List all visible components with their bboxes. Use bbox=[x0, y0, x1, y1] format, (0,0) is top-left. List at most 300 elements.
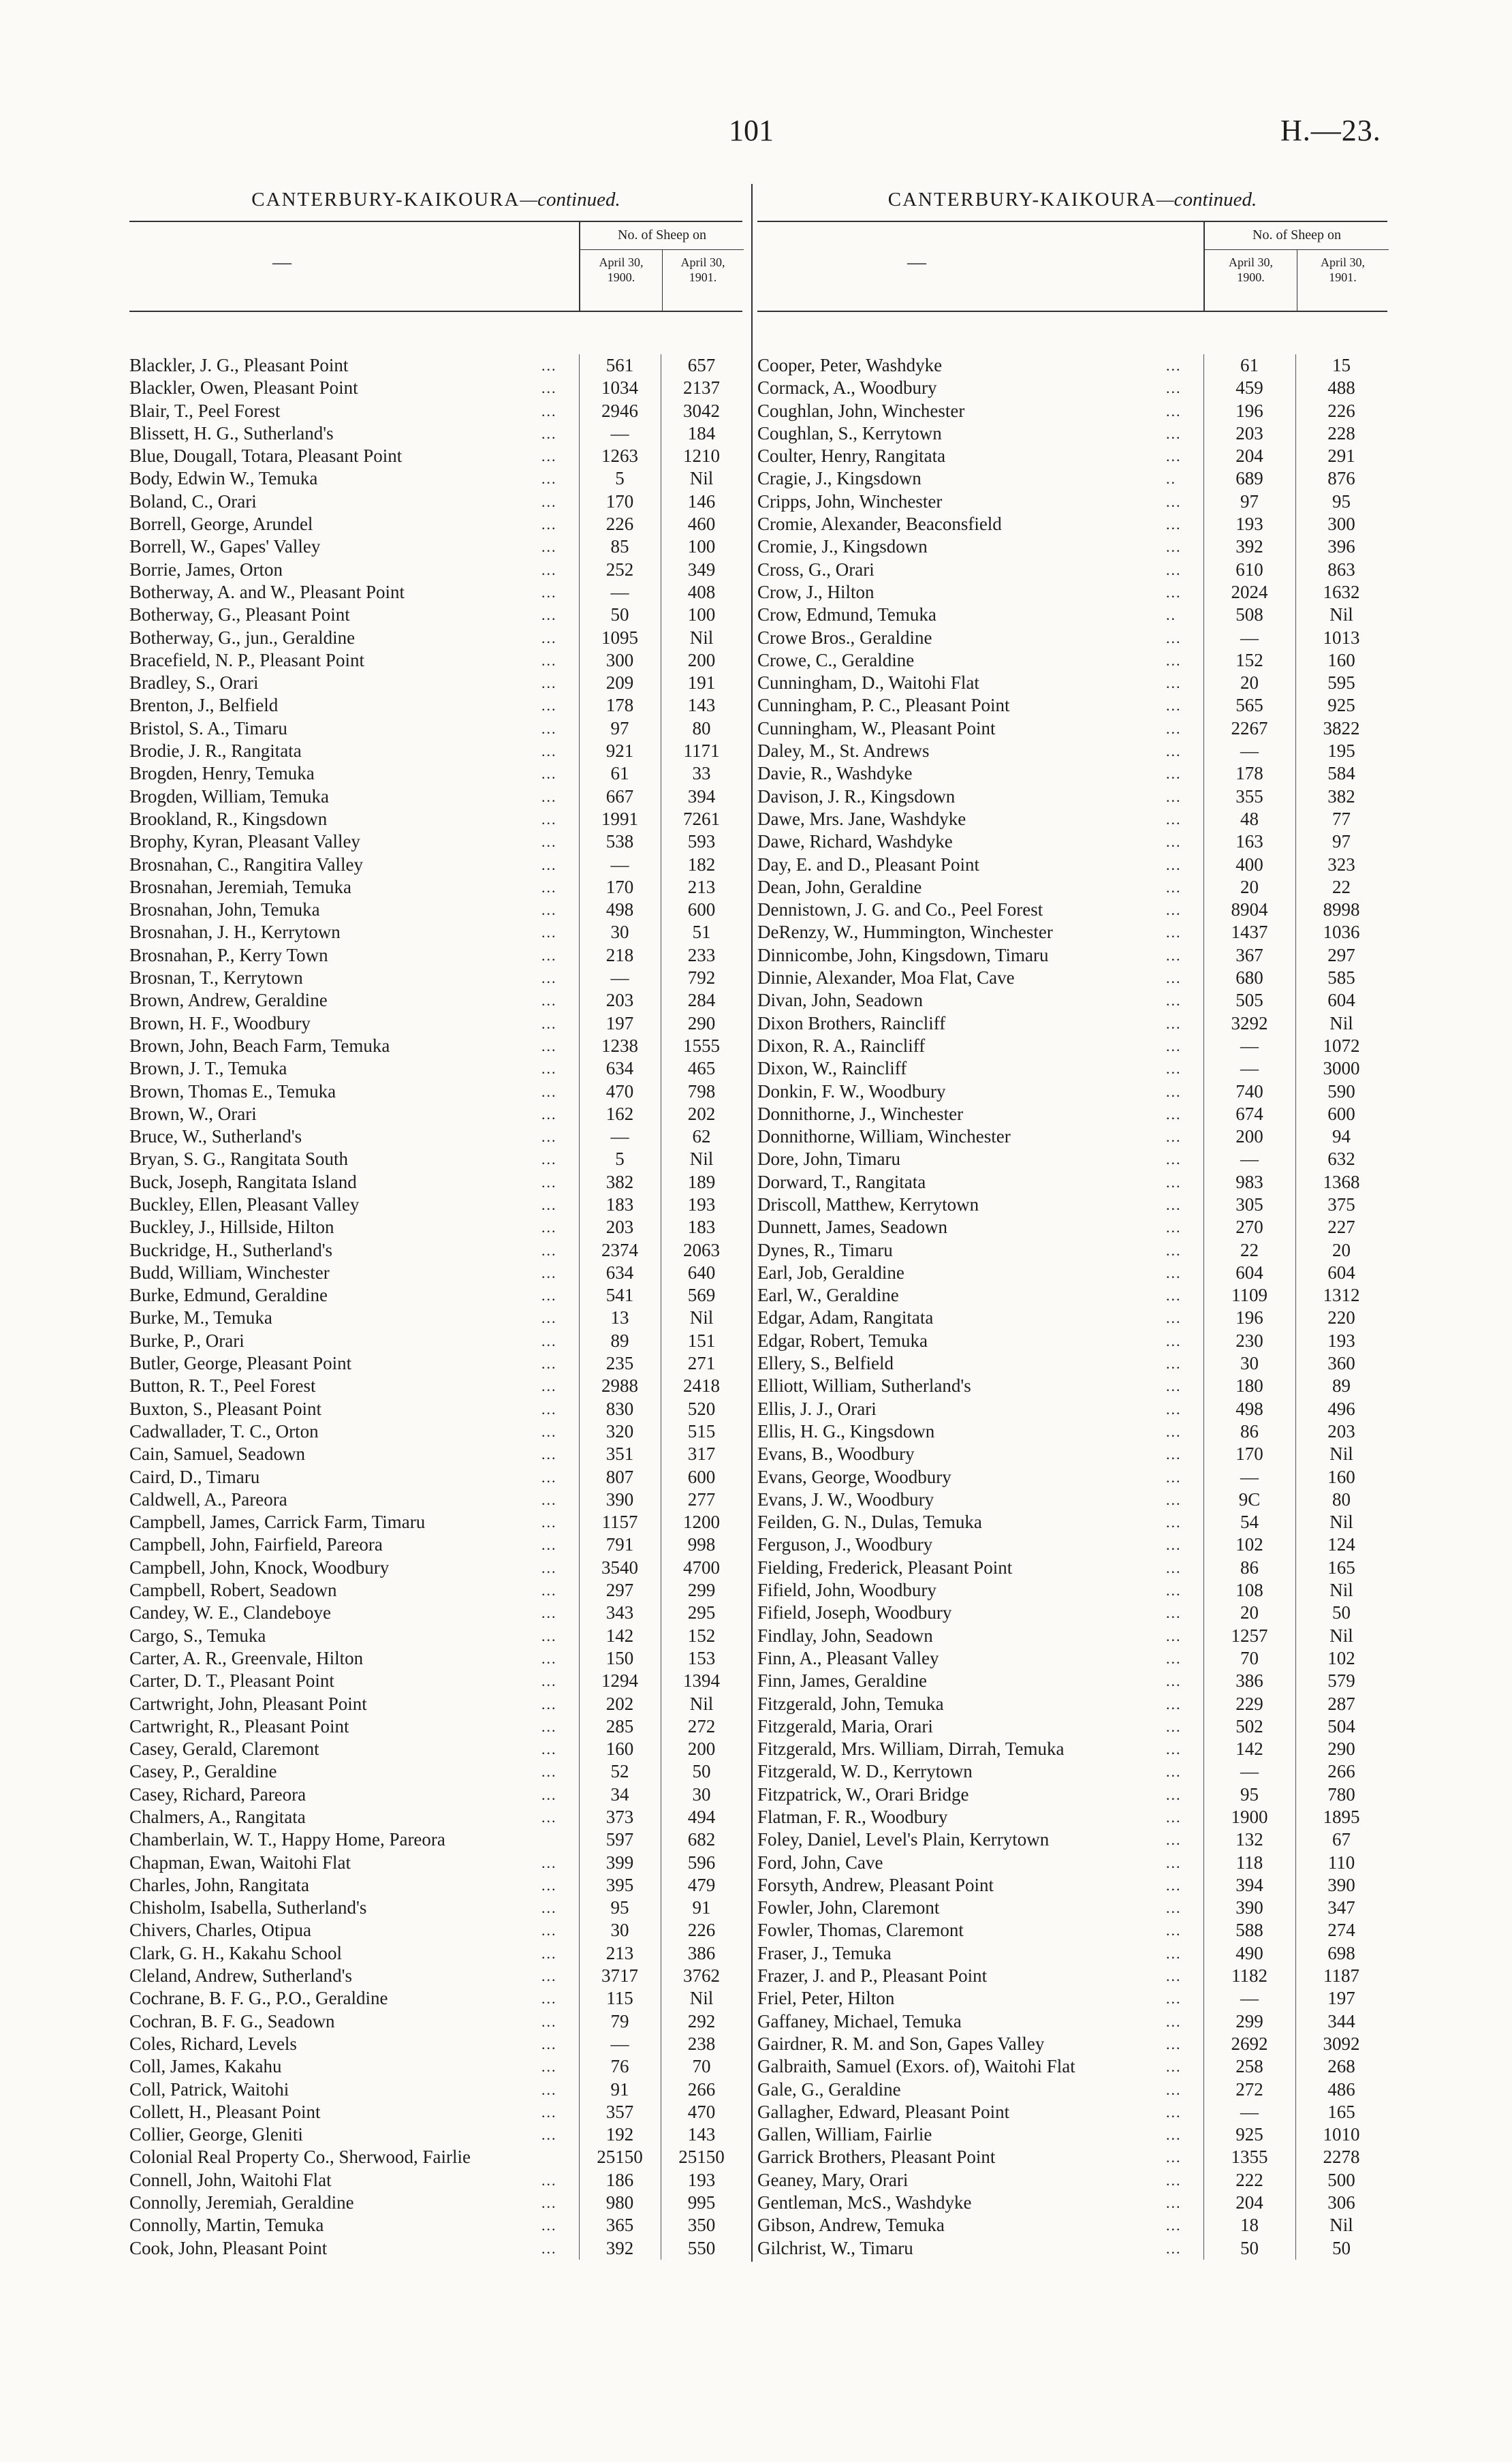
owner-name: Gallen, William, Fairlie bbox=[757, 2124, 932, 2145]
leader-dots: ... bbox=[541, 2103, 557, 2121]
table-row bbox=[757, 2033, 1387, 2055]
sheep-1900: 230 bbox=[1235, 1330, 1263, 1351]
owner-name: Brosnahan, Jeremiah, Temuka bbox=[129, 876, 352, 897]
leader-dots: ... bbox=[1166, 1082, 1182, 1100]
sheep-1901: 1200 bbox=[683, 1512, 720, 1533]
sheep-1900: 270 bbox=[1235, 1217, 1263, 1238]
owner-name: Brown, W., Orari bbox=[129, 1103, 257, 1124]
leader-dots: ... bbox=[1166, 1422, 1182, 1440]
column-title-suffix: —continued. bbox=[1156, 189, 1257, 211]
sheep-1900: 498 bbox=[1235, 1398, 1263, 1419]
group-header-label: No. of Sheep on bbox=[1253, 228, 1341, 243]
owner-name: Clark, G. H., Kakahu School bbox=[129, 1942, 342, 1963]
sheep-1901: 160 bbox=[1327, 649, 1355, 670]
sheep-1901: 3042 bbox=[683, 400, 720, 421]
sheep-1900: — bbox=[610, 967, 629, 988]
leader-dots: .. bbox=[1166, 606, 1176, 624]
sheep-1900: 807 bbox=[605, 1466, 634, 1487]
sheep-1901: 682 bbox=[687, 1829, 716, 1850]
sheep-1900: — bbox=[610, 422, 629, 443]
leader-dots: ... bbox=[541, 1763, 557, 1781]
sheep-1900: 97 bbox=[1240, 490, 1259, 512]
leader-dots: ... bbox=[1166, 448, 1182, 465]
leader-dots: ... bbox=[541, 1400, 557, 1418]
sheep-1900: 604 bbox=[1235, 1262, 1263, 1283]
owner-name: Friel, Peter, Hilton bbox=[757, 1988, 895, 2009]
table-row bbox=[757, 967, 1387, 989]
sheep-1901: 202 bbox=[687, 1103, 716, 1124]
owner-name: Cromie, J., Kingsdown bbox=[757, 536, 928, 557]
sheep-1900: 373 bbox=[605, 1807, 634, 1827]
owner-name: Gale, G., Geraldine bbox=[757, 2078, 901, 2100]
sheep-1900: 213 bbox=[605, 1942, 634, 1963]
sheep-1901: 287 bbox=[1327, 1693, 1355, 1714]
sheep-1901: 396 bbox=[1327, 536, 1355, 557]
leader-dots: ... bbox=[1166, 2035, 1182, 2053]
table-row bbox=[129, 1035, 742, 1057]
sheep-1900: 1034 bbox=[601, 377, 638, 399]
sheep-1900: 502 bbox=[1235, 1715, 1263, 1736]
sheep-1900: 89 bbox=[610, 1330, 629, 1351]
sheep-1901: 238 bbox=[687, 2033, 716, 2054]
table-row bbox=[757, 2192, 1387, 2214]
leader-dots: ... bbox=[541, 969, 557, 987]
sheep-1901: 213 bbox=[687, 876, 716, 897]
sheep-1901: 143 bbox=[687, 695, 716, 716]
sheep-1901: 25150 bbox=[678, 2147, 725, 2168]
leader-dots: ... bbox=[1166, 1786, 1182, 1803]
sheep-1900: 95 bbox=[610, 1897, 629, 1918]
sheep-count-group-header bbox=[1203, 222, 1389, 311]
leader-dots: ... bbox=[541, 1604, 557, 1622]
leader-dots: ... bbox=[1166, 1491, 1182, 1508]
table-row bbox=[757, 1852, 1387, 1874]
sheep-1901: 77 bbox=[1332, 808, 1351, 829]
sheep-1901: 195 bbox=[1327, 741, 1355, 762]
sheep-1901: 70 bbox=[692, 2056, 711, 2077]
sheep-1900: 222 bbox=[1235, 2169, 1263, 2190]
owner-name: Fifield, John, Woodbury bbox=[757, 1580, 936, 1601]
table-row bbox=[757, 2123, 1387, 2146]
table-body bbox=[757, 354, 1387, 2260]
owner-name: Blackler, J. G., Pleasant Point bbox=[129, 355, 349, 375]
sheep-1901: 390 bbox=[1327, 1874, 1355, 1895]
table-row bbox=[757, 1942, 1387, 1965]
sheep-1901: 600 bbox=[687, 899, 716, 920]
table-row bbox=[129, 785, 742, 808]
sheep-1901: 277 bbox=[687, 1489, 716, 1510]
sheep-1900: 20 bbox=[1240, 876, 1259, 897]
owner-name: Day, E. and D., Pleasant Point bbox=[757, 854, 979, 875]
leader-dots: ... bbox=[541, 1241, 557, 1259]
owner-name: Brown, Andrew, Geraldine bbox=[129, 990, 328, 1011]
sheep-1900: 183 bbox=[605, 1194, 634, 1215]
owner-name: Buckley, J., Hillside, Hilton bbox=[129, 1217, 334, 1238]
sheep-1900: 97 bbox=[610, 717, 629, 738]
owner-name: Coll, James, Kakahu bbox=[129, 2056, 282, 2077]
leader-dots: ... bbox=[1166, 2217, 1182, 2234]
leader-dots: ... bbox=[541, 1082, 557, 1100]
sheep-1901: 1312 bbox=[1323, 1285, 1360, 1306]
table-row bbox=[757, 490, 1387, 513]
sheep-1900: 1294 bbox=[601, 1670, 638, 1692]
leader-dots: ... bbox=[1166, 1196, 1182, 1213]
sheep-1901: 200 bbox=[687, 649, 716, 670]
owner-name: Cadwallader, T. C., Orton bbox=[129, 1420, 319, 1442]
sheep-1900: 258 bbox=[1235, 2056, 1263, 2077]
leader-dots: ... bbox=[1166, 833, 1182, 851]
table-row bbox=[757, 445, 1387, 467]
sheep-1901: 20 bbox=[1332, 1239, 1351, 1260]
table-row bbox=[129, 422, 742, 445]
owner-name: Cripps, John, Winchester bbox=[757, 490, 943, 512]
column-title-main: CANTERBURY-KAIKOURA bbox=[887, 189, 1156, 211]
table-row bbox=[757, 1420, 1387, 1443]
sheep-1901: 290 bbox=[687, 1012, 716, 1033]
sheep-1901: 344 bbox=[1327, 2010, 1355, 2031]
table-row bbox=[757, 1103, 1387, 1125]
leader-dots: ... bbox=[541, 1944, 557, 1962]
owner-name: Cromie, Alexander, Beaconsfield bbox=[757, 514, 1002, 535]
table-header bbox=[757, 221, 1387, 312]
sheep-1901: 347 bbox=[1327, 1897, 1355, 1918]
sheep-1900: 79 bbox=[610, 2010, 629, 2031]
sheep-1900: 351 bbox=[605, 1444, 634, 1465]
sheep-1900: 983 bbox=[1235, 1171, 1263, 1192]
owner-name: Finn, James, Geraldine bbox=[757, 1670, 927, 1692]
sheep-1900: 70 bbox=[1240, 1647, 1259, 1668]
table-row bbox=[129, 1284, 742, 1307]
sheep-1900: 186 bbox=[605, 2169, 634, 2190]
owner-name: Chapman, Ewan, Waitohi Flat bbox=[129, 1852, 351, 1873]
sheep-1900: 305 bbox=[1235, 1194, 1263, 1215]
table-row bbox=[757, 1874, 1387, 1897]
table-row bbox=[129, 649, 742, 672]
owner-name: Charles, John, Rangitata bbox=[129, 1874, 309, 1895]
owner-name: Cooper, Peter, Washdyke bbox=[757, 355, 943, 375]
sheep-1901: 394 bbox=[687, 785, 716, 807]
leader-dots: ... bbox=[541, 2012, 557, 2030]
owner-name: Boland, C., Orari bbox=[129, 490, 257, 512]
sheep-1901: 504 bbox=[1327, 1715, 1355, 1736]
leader-dots: ... bbox=[1166, 1287, 1182, 1305]
sheep-1901: 3762 bbox=[683, 1965, 720, 1986]
leader-dots: ... bbox=[541, 538, 557, 556]
sheep-1900: 299 bbox=[1235, 2010, 1263, 2031]
sheep-1901: 995 bbox=[687, 2192, 716, 2213]
sheep-1900: 561 bbox=[605, 355, 634, 375]
leader-dots: ... bbox=[541, 1309, 557, 1327]
leader-dots: ... bbox=[1166, 2171, 1182, 2189]
sheep-1900: 390 bbox=[1235, 1897, 1263, 1918]
sheep-1900: 297 bbox=[605, 1580, 634, 1601]
owner-name: Crow, J., Hilton bbox=[757, 581, 875, 602]
owner-name: Botherway, A. and W., Pleasant Point bbox=[129, 581, 405, 602]
sheep-1900: 610 bbox=[1235, 559, 1263, 580]
sheep-1901: 89 bbox=[1332, 1375, 1351, 1397]
owner-name: Ellery, S., Belfield bbox=[757, 1353, 894, 1374]
sheep-1900: 160 bbox=[605, 1739, 634, 1760]
table-row bbox=[757, 808, 1387, 830]
blank-header-dash: — bbox=[907, 252, 926, 273]
table-row bbox=[757, 2078, 1387, 2101]
header-line-1: April 30, bbox=[680, 255, 725, 269]
owner-name: Connell, John, Waitohi Flat bbox=[129, 2169, 332, 2190]
sheep-1901: 1555 bbox=[683, 1035, 720, 1056]
leader-dots: ... bbox=[541, 1627, 557, 1645]
owner-name: Collett, H., Pleasant Point bbox=[129, 2101, 321, 2122]
owner-name: Bracefield, N. P., Pleasant Point bbox=[129, 649, 364, 670]
sheep-1901: 227 bbox=[1327, 1217, 1355, 1238]
table-row bbox=[129, 604, 742, 626]
sheep-1901: 494 bbox=[687, 1807, 716, 1827]
table-row bbox=[129, 762, 742, 785]
leader-dots: .. bbox=[1166, 470, 1176, 488]
owner-name: Coulter, Henry, Rangitata bbox=[757, 446, 946, 467]
table-row bbox=[129, 2192, 742, 2214]
sheep-1900: 196 bbox=[1235, 400, 1263, 421]
leader-dots: ... bbox=[541, 2081, 557, 2098]
table-row bbox=[757, 1919, 1387, 1942]
leader-dots: ... bbox=[541, 1264, 557, 1281]
sheep-1900: 5 bbox=[615, 1149, 625, 1170]
sheep-1900: 667 bbox=[605, 785, 634, 807]
sheep-1900: — bbox=[1240, 1466, 1259, 1487]
leader-dots: ... bbox=[541, 357, 557, 374]
table-row bbox=[757, 1375, 1387, 1397]
sheep-1900: 115 bbox=[606, 1988, 633, 2009]
sheep-1900: 132 bbox=[1235, 1829, 1263, 1850]
owner-name: Foley, Daniel, Level's Plain, Kerrytown bbox=[757, 1829, 1050, 1850]
header-april-1900 bbox=[580, 255, 662, 285]
sheep-1901: 925 bbox=[1327, 695, 1355, 716]
sheep-1901: 272 bbox=[687, 1715, 716, 1736]
sheep-1900: 1263 bbox=[601, 446, 638, 467]
sheep-1900: 3540 bbox=[601, 1557, 638, 1578]
owner-name: Brown, H. F., Woodbury bbox=[129, 1012, 311, 1033]
leader-dots: ... bbox=[1166, 402, 1182, 420]
sheep-1900: 3717 bbox=[601, 1965, 638, 1986]
owner-name: Dixon, W., Raincliff bbox=[757, 1058, 907, 1079]
owner-name: Butler, George, Pleasant Point bbox=[129, 1353, 352, 1374]
leader-dots: ... bbox=[541, 810, 557, 828]
leader-dots: ... bbox=[541, 1514, 557, 1531]
leader-dots: ... bbox=[1166, 1967, 1182, 1985]
sheep-1900: 178 bbox=[1235, 763, 1263, 784]
sheep-1900: 162 bbox=[605, 1103, 634, 1124]
leader-dots: ... bbox=[1166, 1377, 1182, 1395]
table-row bbox=[757, 1533, 1387, 1556]
sheep-1900: 196 bbox=[1235, 1307, 1263, 1328]
owner-name: Burke, P., Orari bbox=[129, 1330, 245, 1351]
sheep-1901: 382 bbox=[1327, 785, 1355, 807]
leader-dots: ... bbox=[541, 606, 557, 624]
owner-name: Dore, John, Timaru bbox=[757, 1149, 901, 1170]
table-row bbox=[757, 1262, 1387, 1284]
owner-name: Brosnahan, John, Temuka bbox=[129, 899, 320, 920]
sheep-1901: 102 bbox=[1327, 1647, 1355, 1668]
sheep-1901: Nil bbox=[689, 468, 714, 489]
sheep-1901: 290 bbox=[1327, 1739, 1355, 1760]
table-row bbox=[129, 1057, 742, 1080]
sheep-1901: 67 bbox=[1332, 1829, 1351, 1850]
table-row bbox=[129, 1262, 742, 1284]
sheep-1901: Nil bbox=[689, 1693, 714, 1714]
leader-dots: ... bbox=[1166, 1400, 1182, 1418]
owner-name: Budd, William, Winchester bbox=[129, 1262, 330, 1283]
sheep-1900: 178 bbox=[605, 695, 634, 716]
sheep-1900: — bbox=[1240, 741, 1259, 762]
sheep-1900: 1182 bbox=[1231, 1965, 1267, 1986]
sheep-1900: 192 bbox=[605, 2124, 634, 2145]
owner-name: Cleland, Andrew, Sutherland's bbox=[129, 1965, 353, 1986]
table-row bbox=[757, 1828, 1387, 1851]
table-row bbox=[757, 1307, 1387, 1329]
table-row bbox=[757, 717, 1387, 740]
sheep-1900: 830 bbox=[605, 1398, 634, 1419]
leader-dots: ... bbox=[541, 1060, 557, 1078]
leader-dots: ... bbox=[541, 1332, 557, 1350]
sheep-1900: 367 bbox=[1235, 944, 1263, 965]
sheep-1901: 323 bbox=[1327, 854, 1355, 875]
sheep-1900: 2988 bbox=[601, 1375, 638, 1397]
leader-dots: ... bbox=[541, 1990, 557, 2008]
sheep-1900: 1257 bbox=[1231, 1625, 1268, 1646]
table-row bbox=[757, 513, 1387, 535]
table-row bbox=[757, 1489, 1387, 1511]
sheep-1900: 382 bbox=[605, 1171, 634, 1192]
leader-dots: ... bbox=[1166, 969, 1182, 987]
sheep-1900: 3292 bbox=[1231, 1012, 1268, 1033]
table-row bbox=[129, 513, 742, 535]
owner-name: Chamberlain, W. T., Happy Home, Pareora bbox=[129, 1829, 445, 1850]
table-row bbox=[129, 377, 742, 399]
leader-dots: ... bbox=[541, 674, 557, 692]
leader-dots: ... bbox=[541, 493, 557, 510]
leader-dots: ... bbox=[1166, 424, 1182, 442]
table-row bbox=[129, 1738, 742, 1760]
table-row bbox=[757, 1557, 1387, 1579]
sheep-1900: 61 bbox=[610, 763, 629, 784]
sheep-1900: 163 bbox=[1235, 831, 1263, 852]
sheep-1901: 182 bbox=[687, 854, 716, 875]
owner-name: Fifield, Joseph, Woodbury bbox=[757, 1602, 952, 1623]
table-row bbox=[129, 1533, 742, 1556]
table-row bbox=[129, 1466, 742, 1489]
sheep-1900: 498 bbox=[605, 899, 634, 920]
sheep-1900: 22 bbox=[1240, 1239, 1259, 1260]
sheep-1901: 8998 bbox=[1323, 899, 1360, 920]
table-row bbox=[757, 1398, 1387, 1420]
leader-dots: ... bbox=[541, 856, 557, 873]
sheep-1900: 180 bbox=[1235, 1375, 1263, 1397]
leader-dots: ... bbox=[541, 379, 557, 397]
table-row bbox=[129, 1012, 742, 1035]
leader-dots: ... bbox=[541, 402, 557, 420]
table-row bbox=[129, 1760, 742, 1783]
sheep-1901: 193 bbox=[687, 2169, 716, 2190]
table-row bbox=[129, 1579, 742, 1602]
table-row bbox=[757, 1897, 1387, 1919]
table-row bbox=[129, 467, 742, 490]
header-april-1900 bbox=[1205, 255, 1297, 285]
leader-dots: ... bbox=[541, 1014, 557, 1032]
owner-name: Earl, Job, Geraldine bbox=[757, 1262, 904, 1283]
leader-dots: ... bbox=[541, 1741, 557, 1758]
owner-name: Botherway, G., Pleasant Point bbox=[129, 604, 350, 625]
owner-name: Borrell, W., Gapes' Valley bbox=[129, 536, 321, 557]
sheep-1900: 30 bbox=[1240, 1353, 1259, 1374]
table-row bbox=[129, 717, 742, 740]
sheep-1900: 538 bbox=[605, 831, 634, 852]
sheep-1900: 386 bbox=[1235, 1670, 1263, 1692]
table-row bbox=[129, 559, 742, 581]
sheep-1901: 698 bbox=[1327, 1942, 1355, 1963]
leader-dots: ... bbox=[1166, 1264, 1182, 1281]
table-row bbox=[757, 604, 1387, 626]
sheep-1900: — bbox=[1240, 1035, 1259, 1056]
leader-dots: ... bbox=[541, 1196, 557, 1213]
table-row bbox=[757, 2214, 1387, 2237]
leader-dots: ... bbox=[1166, 1922, 1182, 1939]
owner-name: Caird, D., Timaru bbox=[129, 1466, 260, 1487]
leader-dots: ... bbox=[541, 1355, 557, 1373]
sheep-1901: 80 bbox=[1332, 1489, 1351, 1510]
owner-name: Campbell, James, Carrick Farm, Timaru bbox=[129, 1512, 426, 1533]
owner-name: Borrell, George, Arundel bbox=[129, 514, 313, 535]
sheep-1900: 61 bbox=[1240, 355, 1259, 375]
sheep-1901: 152 bbox=[687, 1625, 716, 1646]
table-row bbox=[757, 2101, 1387, 2123]
sheep-1901: 271 bbox=[687, 1353, 716, 1374]
owner-name: Fowler, Thomas, Claremont bbox=[757, 1920, 964, 1941]
sheep-1900: 95 bbox=[1240, 1783, 1259, 1805]
sheep-1901: 486 bbox=[1327, 2078, 1355, 2100]
sheep-1900: 300 bbox=[605, 649, 634, 670]
sheep-1901: 488 bbox=[1327, 377, 1355, 399]
sheep-1900: 1157 bbox=[601, 1512, 638, 1533]
sheep-1900: 108 bbox=[1235, 1580, 1263, 1601]
owner-name: Dennistown, J. G. and Co., Peel Forest bbox=[757, 899, 1043, 920]
leader-dots: ... bbox=[1166, 2239, 1182, 2257]
table-row bbox=[757, 422, 1387, 445]
leader-dots: ... bbox=[1166, 1854, 1182, 1871]
table-row bbox=[757, 921, 1387, 944]
leader-dots: ... bbox=[541, 561, 557, 578]
sheep-1901: 97 bbox=[1332, 831, 1351, 852]
table-row bbox=[757, 1035, 1387, 1057]
sheep-1901: 1171 bbox=[683, 741, 720, 762]
sheep-1900: 203 bbox=[605, 990, 634, 1011]
leader-dots: ... bbox=[1166, 2103, 1182, 2121]
owner-name: Cunningham, D., Waitohi Flat bbox=[757, 672, 979, 694]
table-row bbox=[757, 2010, 1387, 2033]
sheep-1901: 350 bbox=[687, 2215, 716, 2236]
leader-dots: ... bbox=[1166, 357, 1182, 374]
sheep-1901: 1394 bbox=[683, 1670, 720, 1692]
owner-name: Cartwright, John, Pleasant Point bbox=[129, 1693, 367, 1714]
sheep-1901: 604 bbox=[1327, 990, 1355, 1011]
owner-name: Brodie, J. R., Rangitata bbox=[129, 741, 302, 762]
table-row bbox=[129, 2123, 742, 2146]
leader-dots: ... bbox=[1166, 1604, 1182, 1622]
leader-dots: ... bbox=[1166, 924, 1182, 941]
owner-name: Brenton, J., Belfield bbox=[129, 695, 279, 716]
sheep-1900: 30 bbox=[610, 1920, 629, 1941]
owner-name: Coughlan, John, Winchester bbox=[757, 400, 965, 421]
leader-dots: ... bbox=[1166, 765, 1182, 783]
owner-name: Brophy, Kyran, Pleasant Valley bbox=[129, 831, 360, 852]
